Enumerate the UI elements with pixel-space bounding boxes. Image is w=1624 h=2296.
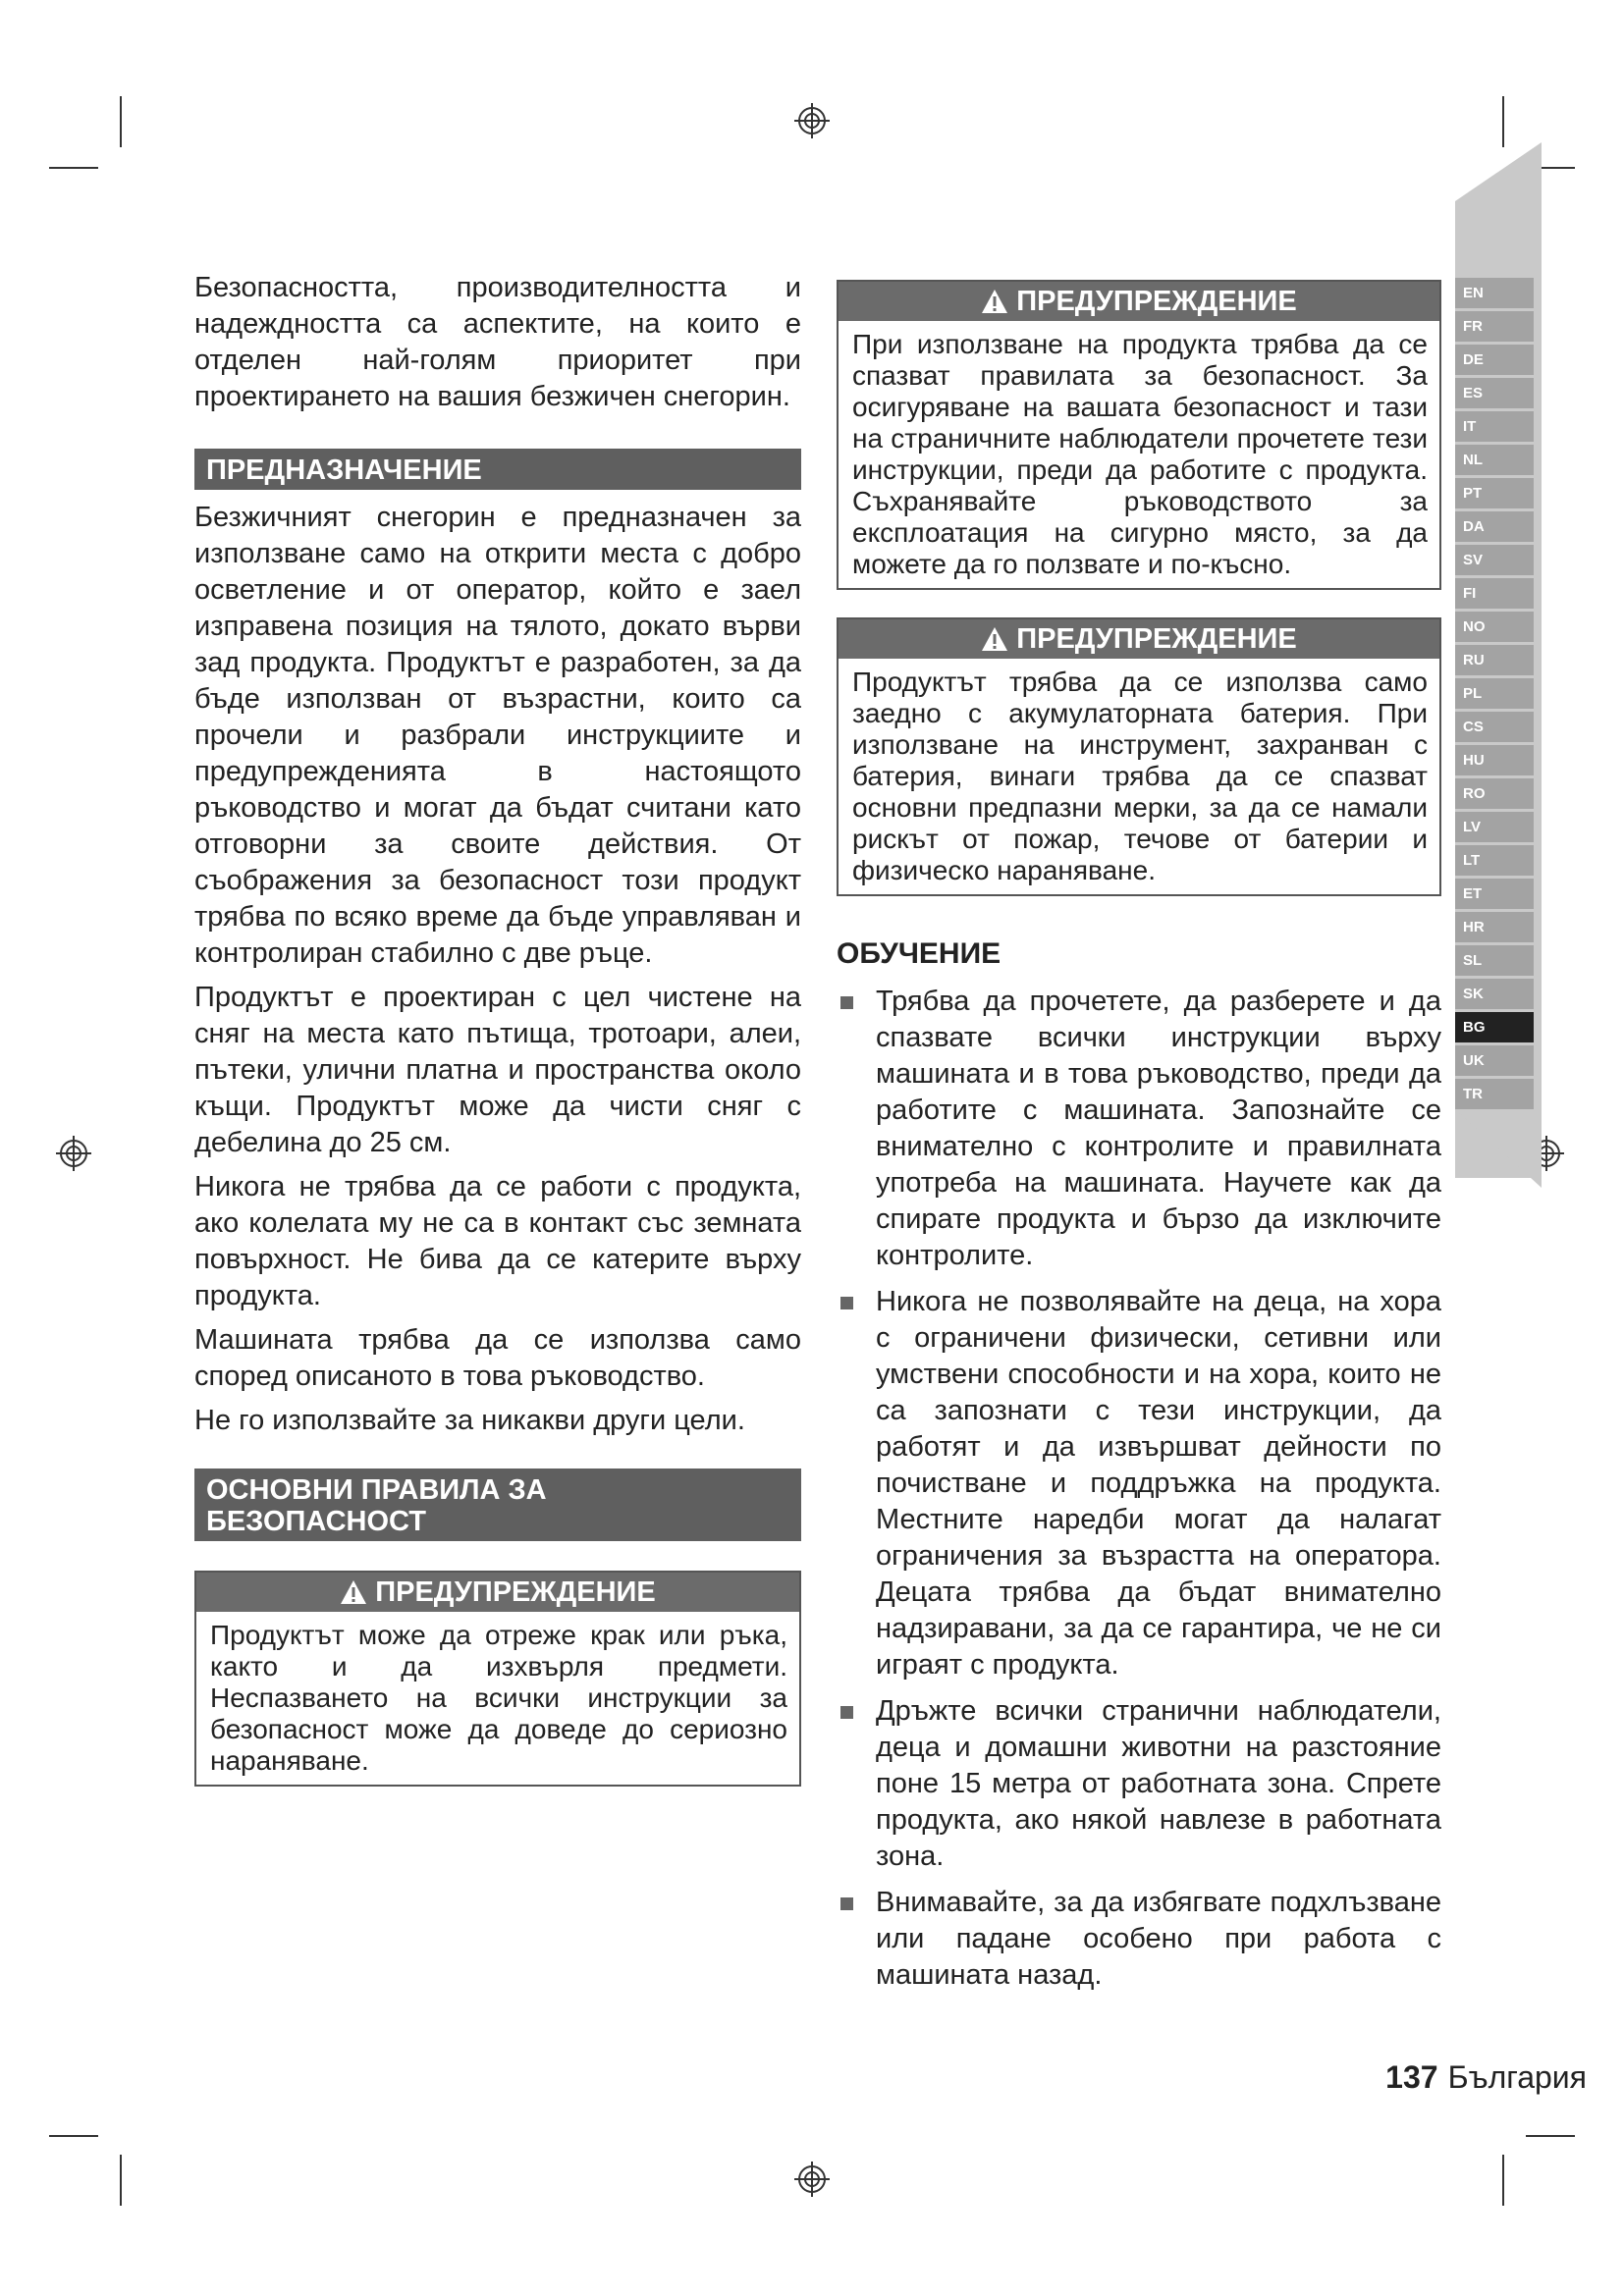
footer-country: България bbox=[1447, 2059, 1587, 2095]
warning-box-1 bbox=[837, 280, 1441, 590]
purpose-paragraph-4: Машината трябва да се използва само според описаното в това ръководство. bbox=[194, 1324, 801, 1392]
crop-mark bbox=[1526, 2135, 1575, 2137]
language-tab-sk[interactable]: SK bbox=[1455, 979, 1534, 1009]
language-tab-uk[interactable]: UK bbox=[1455, 1045, 1534, 1076]
page-number: 137 bbox=[1385, 2059, 1438, 2095]
crop-mark bbox=[120, 96, 122, 147]
language-tab-ru[interactable]: RU bbox=[1455, 645, 1534, 675]
warning-title: ПРЕДУПРЕЖДЕНИЕ bbox=[375, 1576, 656, 1608]
language-tab-hr[interactable]: HR bbox=[1455, 912, 1534, 942]
intro-paragraph: Безопасността, производителността и надеждността са аспектите, на които е отделен най-голям приоритет при проектирането на вашия безжичен снегорин. bbox=[194, 272, 801, 412]
language-tab-et[interactable]: ET bbox=[1455, 879, 1534, 909]
list-item bbox=[837, 984, 1441, 1274]
language-tab-bg[interactable]: BG bbox=[1455, 1012, 1534, 1042]
crop-mark bbox=[1502, 2155, 1504, 2206]
left-column bbox=[194, 270, 801, 1812]
warning-text: При използване на продукта трябва да се спазват правилата за безопасност. За осигуряване на вашата безопасност и тази на страничните наблюдатели прочетете тези инструкции, преди да работите с продукта. Съхранявайте ръководството за експлоатация на сигурно място, за да можете да го ползвате и по-късно. bbox=[852, 329, 1428, 579]
language-tab-sv[interactable]: SV bbox=[1455, 545, 1534, 575]
language-tab-fr[interactable]: FR bbox=[1455, 311, 1534, 342]
language-tab-es[interactable]: ES bbox=[1455, 378, 1534, 408]
purpose-heading: ПРЕДНАЗНАЧЕНИЕ bbox=[194, 449, 801, 490]
training-heading: ОБУЧЕНИЕ bbox=[837, 937, 1001, 970]
warning-title: ПРЕДУПРЕЖДЕНИЕ bbox=[1016, 286, 1297, 317]
training-list bbox=[837, 984, 1441, 1994]
warning-triangle-icon bbox=[340, 1579, 367, 1605]
warning-title: ПРЕДУПРЕЖДЕНИЕ bbox=[1016, 623, 1297, 655]
purpose-paragraph-3: Никога не трябва да се работи с продукта, ако колелата му не са в контакт със земната повърхност. Не бива да се катерите върху продукта. bbox=[194, 1171, 801, 1311]
right-column bbox=[837, 280, 1441, 2003]
language-tab-da[interactable]: DA bbox=[1455, 511, 1534, 542]
crop-mark bbox=[1502, 96, 1504, 147]
page-footer bbox=[1385, 2059, 1587, 2096]
bullet-icon bbox=[840, 1897, 853, 1910]
language-tab-fi[interactable]: FI bbox=[1455, 578, 1534, 609]
warning-header bbox=[196, 1573, 799, 1612]
language-tab-it[interactable]: IT bbox=[1455, 411, 1534, 442]
bullet-icon bbox=[840, 1706, 853, 1719]
warning-box-2 bbox=[837, 617, 1441, 896]
tab-strip-top bbox=[1455, 142, 1542, 201]
language-tab-tr[interactable]: TR bbox=[1455, 1079, 1534, 1109]
list-item-text: Внимавайте, за да избягвате подхлъзване или падане особено при работа с машината назад. bbox=[876, 1887, 1441, 1991]
language-tab-cs[interactable]: CS bbox=[1455, 712, 1534, 742]
language-tab-pl[interactable]: PL bbox=[1455, 678, 1534, 709]
crop-mark bbox=[49, 167, 98, 169]
safety-rules-heading bbox=[194, 1468, 801, 1541]
language-tab-hu[interactable]: HU bbox=[1455, 745, 1534, 775]
language-tab-no[interactable]: NO bbox=[1455, 612, 1534, 642]
tab-strip-bottom bbox=[1455, 1109, 1542, 1188]
language-tab-pt[interactable]: PT bbox=[1455, 478, 1534, 508]
language-tab-lt[interactable]: LT bbox=[1455, 845, 1534, 876]
language-tabs bbox=[1455, 278, 1542, 1112]
bullet-icon bbox=[840, 996, 853, 1009]
purpose-paragraph-2: Продуктът е проектиран с цел чистене на сняг на места като пътища, тротоари, алеи, пътеки, улични платна и пространства около къщи. Продуктът може да чисти сняг с дебелина до 25 см. bbox=[194, 982, 801, 1158]
warning-triangle-icon bbox=[981, 626, 1008, 652]
list-item-text: Никога не позволявайте на деца, на хора с ограничени физически, сетивни или умствени способности и на хора, които не са запознати с тези инструкции, да работят и да извършват дейности по почистване и поддръжка на продукта. Местните наредби могат да налагат ограничения за възрастта на оператора. Децата трябва да бъдат внимателно надзиравани, за да се гарантира, че не си играят с продукта. bbox=[876, 1286, 1441, 1681]
registration-mark-icon bbox=[792, 2160, 832, 2199]
warning-text: Продуктът трябва да се използва само заедно с акумулаторната батерия. При използване на инструмент, захранван с батерия, винаги трябва да се спазват основни предпазни мерки, за да се намали рискът от пожар, течове от батерии и физическо нараняване. bbox=[852, 667, 1428, 885]
list-item bbox=[837, 1284, 1441, 1683]
bullet-icon bbox=[840, 1297, 853, 1309]
list-item-text: Трябва да прочетете, да разберете и да спазвате всички инструкции върху машината и в това ръководство, преди да работите с машината. Запознайте се внимателно с контролите и правилната употреба на машината. Научете как да спирате продукта и бързо да изключите контролите. bbox=[876, 986, 1441, 1271]
crop-mark bbox=[120, 2155, 122, 2206]
registration-mark-icon bbox=[792, 101, 832, 140]
language-tab-sl[interactable]: SL bbox=[1455, 945, 1534, 976]
registration-mark-icon bbox=[54, 1134, 93, 1173]
warning-header bbox=[839, 282, 1439, 321]
warning-text: Продуктът може да отреже крак или ръка, както и да изхвърля предмети. Неспазването на всички инструкции за безопасност може да доведе до сериозно нараняване. bbox=[210, 1620, 787, 1776]
language-tab-de[interactable]: DE bbox=[1455, 345, 1534, 375]
safety-rules-heading-line2: БЕЗОПАСНОСТ bbox=[206, 1506, 426, 1537]
safety-rules-heading-line1: ОСНОВНИ ПРАВИЛА ЗА bbox=[206, 1474, 547, 1506]
language-tab-ro[interactable]: RO bbox=[1455, 778, 1534, 809]
crop-mark bbox=[49, 2135, 98, 2137]
purpose-paragraph-5: Не го използвайте за никакви други цели. bbox=[194, 1405, 745, 1436]
language-tab-lv[interactable]: LV bbox=[1455, 812, 1534, 842]
list-item-text: Дръжте всички странични наблюдатели, деца и домашни животни на разстояние поне 15 метра от работната зона. Спрете продукта, ако някой навлезе в работната зона. bbox=[876, 1695, 1441, 1872]
list-item bbox=[837, 1885, 1441, 1994]
list-item bbox=[837, 1693, 1441, 1875]
warning-triangle-icon bbox=[981, 289, 1008, 314]
language-tab-en[interactable]: EN bbox=[1455, 278, 1534, 308]
purpose-paragraph-1: Безжичният снегорин е предназначен за използване само на открити места с добро осветление и от оператор, който е заел изправена позиция на тялото, докато върви зад продукта. Продуктът е разработен, за да бъде използван от възрастни, които са прочели и разбрали инструкциите и предупрежденията в настоящото ръководство и могат да бъдат считани като отговорни за своите действия. От съображения за безопасност този продукт трябва по всяко време да бъде управляван и контролиран стабилно с две ръце. bbox=[194, 502, 801, 969]
warning-header bbox=[839, 619, 1439, 659]
language-tab-nl[interactable]: NL bbox=[1455, 445, 1534, 475]
warning-box bbox=[194, 1571, 801, 1787]
